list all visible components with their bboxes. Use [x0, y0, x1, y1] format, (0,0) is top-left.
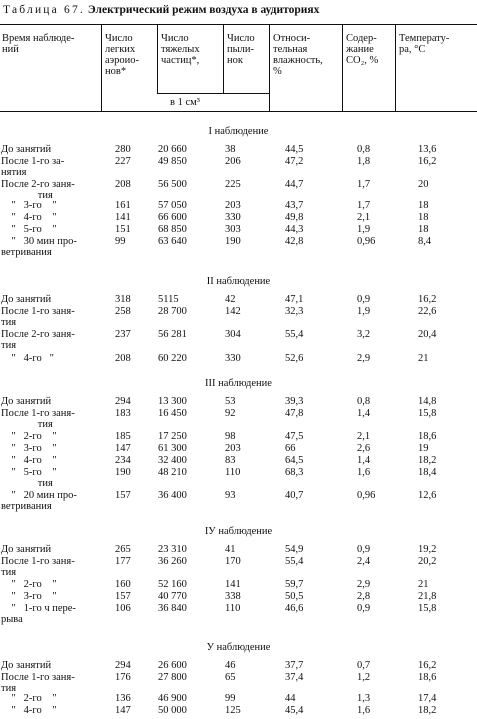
- light-ions-cell: 234: [115, 455, 131, 466]
- humidity-cell: 47,8: [285, 408, 304, 419]
- co2-cell: 0,9: [357, 603, 371, 614]
- heavy-particles-cell: 66 600: [158, 212, 187, 223]
- heavy-particles-cell: 17 250: [158, 431, 187, 442]
- temperature-cell: 18,2: [418, 455, 437, 466]
- dust-cell: 142: [225, 306, 241, 317]
- table-caption: [3, 4, 319, 16]
- light-ions-cell: 157: [115, 591, 131, 602]
- temperature-cell: 19,2: [418, 544, 437, 555]
- temperature-cell: 18: [418, 212, 429, 223]
- column-header-heavy-particles: Число тяжелых частиц*,: [161, 33, 200, 66]
- row-label: До занятий: [1, 660, 52, 671]
- heavy-particles-cell: 56 281: [158, 329, 187, 340]
- heavy-particles-cell: 48 210: [158, 467, 187, 478]
- dust-cell: 141: [225, 579, 241, 590]
- light-ions-cell: 183: [115, 408, 131, 419]
- co2-cell: 1,4: [357, 408, 371, 419]
- temperature-cell: 20: [418, 179, 429, 190]
- heavy-particles-cell: 26 600: [158, 660, 187, 671]
- row-label: После 1-го заня- тия: [1, 408, 75, 430]
- row-label: После 1-го заня- тия: [1, 672, 75, 694]
- temperature-cell: 12,6: [418, 490, 437, 501]
- row-label: " 4-го ": [1, 212, 57, 223]
- co2-cell: 1,2: [357, 672, 371, 683]
- temperature-cell: 16,2: [418, 294, 437, 305]
- co2-cell: 0,9: [357, 294, 371, 305]
- light-ions-cell: 208: [115, 353, 131, 364]
- light-ions-cell: 147: [115, 443, 131, 454]
- dust-cell: 170: [225, 556, 241, 567]
- humidity-cell: 49,8: [285, 212, 304, 223]
- temperature-cell: 22,6: [418, 306, 437, 317]
- dust-cell: 83: [225, 455, 236, 466]
- dust-cell: 42: [225, 294, 236, 305]
- light-ions-cell: 136: [115, 693, 131, 704]
- co2-cell: 1,7: [357, 179, 371, 190]
- row-label: " 4-го ": [1, 353, 54, 364]
- section-heading: У наблюдение: [206, 642, 271, 653]
- co2-cell: 2,9: [357, 579, 371, 590]
- temperature-cell: 14,8: [418, 396, 437, 407]
- light-ions-cell: 237: [115, 329, 131, 340]
- temperature-cell: 16,2: [418, 156, 437, 167]
- dust-cell: 203: [225, 200, 241, 211]
- table-number: Таблица 67.: [3, 4, 86, 16]
- light-ions-cell: 294: [115, 396, 131, 407]
- column-divider: [342, 24, 343, 111]
- temperature-cell: 18: [418, 200, 429, 211]
- dust-cell: 330: [225, 353, 241, 364]
- humidity-cell: 59,7: [285, 579, 304, 590]
- column-header-time: Время наблюде- ний: [2, 33, 75, 55]
- temperature-cell: 21: [418, 353, 429, 364]
- section-heading: I наблюдение: [208, 126, 269, 137]
- light-ions-cell: 141: [115, 212, 131, 223]
- co2-cell: 0,96: [357, 490, 376, 501]
- row-label: После 2-го заня- тия: [1, 329, 75, 351]
- co2-cell: 0,9: [357, 544, 371, 555]
- heavy-particles-cell: 36 400: [158, 490, 187, 501]
- row-label: " 30 мин про- ветривания: [1, 236, 77, 258]
- row-label: " 4-го ": [1, 455, 57, 466]
- heavy-particles-cell: 23 310: [158, 544, 187, 555]
- light-ions-cell: 258: [115, 306, 131, 317]
- heavy-particles-cell: 61 300: [158, 443, 187, 454]
- humidity-cell: 32,3: [285, 306, 304, 317]
- humidity-cell: 52,6: [285, 353, 304, 364]
- heavy-particles-cell: 36 260: [158, 556, 187, 567]
- row-label: " 3-го ": [1, 200, 57, 211]
- temperature-cell: 20,4: [418, 329, 437, 340]
- light-ions-cell: 185: [115, 431, 131, 442]
- column-divider: [101, 24, 102, 111]
- row-label: " 2-го ": [1, 579, 57, 590]
- row-label: После 1-го заня- тия: [1, 556, 75, 578]
- row-label: " 3-го ": [1, 443, 57, 454]
- row-label: " 5-го " тия: [11, 467, 57, 489]
- humidity-cell: 55,4: [285, 556, 304, 567]
- heavy-particles-cell: 36 840: [158, 603, 187, 614]
- dust-cell: 41: [225, 544, 236, 555]
- header-top-rule: [0, 24, 477, 25]
- co2-cell: 1,6: [357, 467, 371, 478]
- humidity-cell: 50,5: [285, 591, 304, 602]
- co2-cell: 0,96: [357, 236, 376, 247]
- co2-cell: 2,1: [357, 431, 371, 442]
- co2-cell: 2,4: [357, 556, 371, 567]
- heavy-particles-cell: 56 500: [158, 179, 187, 190]
- co2-cell: 3,2: [357, 329, 371, 340]
- co2-cell: 2,9: [357, 353, 371, 364]
- dust-cell: 110: [225, 603, 241, 614]
- light-ions-cell: 177: [115, 556, 131, 567]
- heavy-particles-cell: 60 220: [158, 353, 187, 364]
- temperature-cell: 15,8: [418, 408, 437, 419]
- column-header-co2: Содер- жание CO₂, %: [346, 33, 379, 66]
- row-label: " 1-го ч пере- рыва: [1, 603, 76, 625]
- heavy-particles-cell: 13 300: [158, 396, 187, 407]
- light-ions-cell: 190: [115, 467, 131, 478]
- dust-cell: 203: [225, 443, 241, 454]
- humidity-cell: 55,4: [285, 329, 304, 340]
- row-label: До занятий: [1, 544, 52, 555]
- heavy-particles-cell: 49 850: [158, 156, 187, 167]
- heavy-particles-cell: 68 850: [158, 224, 187, 235]
- light-ions-cell: 294: [115, 660, 131, 671]
- temperature-cell: 17,4: [418, 693, 437, 704]
- row-label: До занятий: [1, 144, 52, 155]
- humidity-cell: 66: [285, 443, 296, 454]
- row-label: " 2-го ": [1, 431, 57, 442]
- column-header-humidity: Относи- тельная влажность, %: [273, 33, 323, 77]
- section-heading: II наблюдение: [206, 276, 271, 287]
- temperature-cell: 15,8: [418, 603, 437, 614]
- temperature-cell: 18,2: [418, 705, 437, 716]
- co2-cell: 2,6: [357, 443, 371, 454]
- light-ions-cell: 227: [115, 156, 131, 167]
- temperature-cell: 13,6: [418, 144, 437, 155]
- humidity-cell: 44,7: [285, 179, 304, 190]
- dust-cell: 190: [225, 236, 241, 247]
- light-ions-cell: 161: [115, 200, 131, 211]
- light-ions-cell: 99: [115, 236, 126, 247]
- light-ions-cell: 280: [115, 144, 131, 155]
- column-header-light-ions: Число легких аэроио- нов*: [105, 33, 140, 77]
- table-title: Электрический режим воздуха в аудиториях: [87, 4, 320, 16]
- row-label: До занятий: [1, 294, 52, 305]
- dust-cell: 99: [225, 693, 236, 704]
- row-label: " 20 мин про- ветривания: [1, 490, 77, 512]
- heavy-particles-cell: 20 660: [158, 144, 187, 155]
- heavy-particles-cell: 40 770: [158, 591, 187, 602]
- heavy-particles-cell: 32 400: [158, 455, 187, 466]
- heavy-particles-cell: 63 640: [158, 236, 187, 247]
- heavy-particles-cell: 28 700: [158, 306, 187, 317]
- dust-cell: 225: [225, 179, 241, 190]
- light-ions-cell: 157: [115, 490, 131, 501]
- row-label: После 1-го за- нятия: [1, 156, 65, 178]
- co2-cell: 1,8: [357, 156, 371, 167]
- temperature-cell: 8,4: [418, 236, 432, 247]
- dust-cell: 92: [225, 408, 236, 419]
- co2-cell: 1,7: [357, 200, 371, 211]
- row-label: " 3-го ": [1, 591, 57, 602]
- heavy-particles-cell: 50 000: [158, 705, 187, 716]
- temperature-cell: 18,4: [418, 467, 437, 478]
- light-ions-cell: 265: [115, 544, 131, 555]
- dust-cell: 93: [225, 490, 236, 501]
- humidity-cell: 42,8: [285, 236, 304, 247]
- column-header-dust: Число пыли- нок: [227, 33, 255, 66]
- co2-cell: 1,6: [357, 705, 371, 716]
- dust-cell: 46: [225, 660, 236, 671]
- row-label: " 2-го ": [1, 693, 57, 704]
- co2-cell: 2,8: [357, 591, 371, 602]
- header-bottom-rule: [0, 111, 477, 112]
- unit-label: в 1 см³: [170, 97, 200, 108]
- humidity-cell: 46,6: [285, 603, 304, 614]
- column-divider: [157, 24, 158, 93]
- co2-cell: 0,8: [357, 396, 371, 407]
- row-label: После 2-го заня- тия: [1, 179, 75, 201]
- heavy-particles-cell: 52 160: [158, 579, 187, 590]
- humidity-cell: 40,7: [285, 490, 304, 501]
- dust-cell: 65: [225, 672, 236, 683]
- temperature-cell: 18: [418, 224, 429, 235]
- co2-cell: 1,9: [357, 306, 371, 317]
- humidity-cell: 37,4: [285, 672, 304, 683]
- row-label: " 4-го ": [1, 705, 57, 716]
- light-ions-cell: 147: [115, 705, 131, 716]
- co2-cell: 1,4: [357, 455, 371, 466]
- dust-cell: 338: [225, 591, 241, 602]
- column-divider: [223, 24, 224, 93]
- co2-cell: 0,7: [357, 660, 371, 671]
- dust-cell: 330: [225, 212, 241, 223]
- dust-cell: 38: [225, 144, 236, 155]
- section-heading: IУ наблюдение: [204, 526, 273, 537]
- row-label: " 5-го ": [1, 224, 57, 235]
- temperature-cell: 21,8: [418, 591, 437, 602]
- dust-cell: 304: [225, 329, 241, 340]
- temperature-cell: 18,6: [418, 431, 437, 442]
- dust-cell: 110: [225, 467, 241, 478]
- humidity-cell: 64,5: [285, 455, 304, 466]
- unit-rule: [157, 93, 269, 94]
- column-header-temperature: Температу- ра, °С: [399, 33, 450, 55]
- temperature-cell: 21: [418, 579, 429, 590]
- humidity-cell: 45,4: [285, 705, 304, 716]
- co2-cell: 2,1: [357, 212, 371, 223]
- row-label: До занятий: [1, 396, 52, 407]
- heavy-particles-cell: 27 800: [158, 672, 187, 683]
- humidity-cell: 54,9: [285, 544, 304, 555]
- dust-cell: 125: [225, 705, 241, 716]
- humidity-cell: 44,3: [285, 224, 304, 235]
- humidity-cell: 47,2: [285, 156, 304, 167]
- light-ions-cell: 160: [115, 579, 131, 590]
- light-ions-cell: 208: [115, 179, 131, 190]
- dust-cell: 303: [225, 224, 241, 235]
- light-ions-cell: 318: [115, 294, 131, 305]
- humidity-cell: 37,7: [285, 660, 304, 671]
- temperature-cell: 18,6: [418, 672, 437, 683]
- dust-cell: 98: [225, 431, 236, 442]
- temperature-cell: 19: [418, 443, 429, 454]
- temperature-cell: 20,2: [418, 556, 437, 567]
- co2-cell: 1,3: [357, 693, 371, 704]
- heavy-particles-cell: 46 900: [158, 693, 187, 704]
- dust-cell: 206: [225, 156, 241, 167]
- temperature-cell: 16,2: [418, 660, 437, 671]
- column-divider: [269, 24, 270, 111]
- light-ions-cell: 106: [115, 603, 131, 614]
- humidity-cell: 47,1: [285, 294, 304, 305]
- light-ions-cell: 151: [115, 224, 131, 235]
- humidity-cell: 47,5: [285, 431, 304, 442]
- column-divider: [395, 24, 396, 111]
- humidity-cell: 43,7: [285, 200, 304, 211]
- dust-cell: 53: [225, 396, 236, 407]
- heavy-particles-cell: 57 050: [158, 200, 187, 211]
- co2-cell: 0,8: [357, 144, 371, 155]
- section-heading: III наблюдение: [205, 378, 272, 389]
- humidity-cell: 44,5: [285, 144, 304, 155]
- co2-cell: 1,9: [357, 224, 371, 235]
- humidity-cell: 39,3: [285, 396, 304, 407]
- heavy-particles-cell: 5115: [158, 294, 179, 305]
- humidity-cell: 44: [285, 693, 296, 704]
- humidity-cell: 68,3: [285, 467, 304, 478]
- row-label: После 1-го заня- тия: [1, 306, 75, 328]
- light-ions-cell: 176: [115, 672, 131, 683]
- heavy-particles-cell: 16 450: [158, 408, 187, 419]
